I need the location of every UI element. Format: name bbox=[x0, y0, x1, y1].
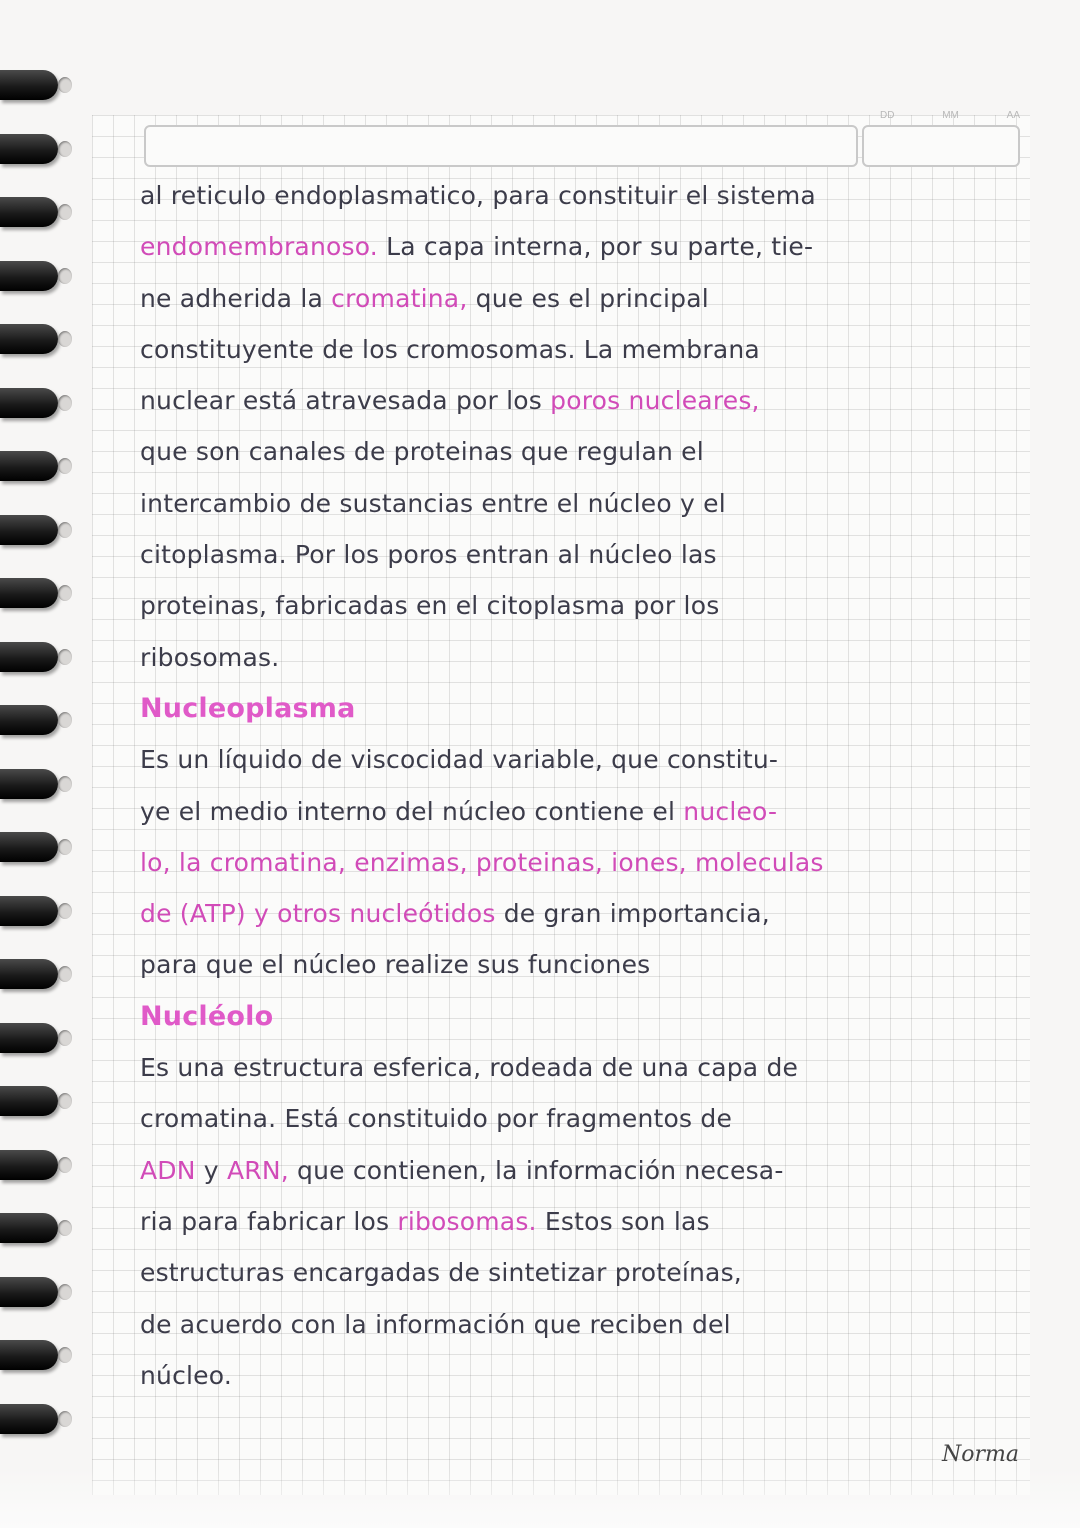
spiral-ring bbox=[0, 769, 58, 799]
text-line bbox=[140, 1145, 1030, 1196]
spiral-ring bbox=[0, 578, 58, 608]
text-segment: endomembranoso. bbox=[140, 232, 378, 262]
text-segment: que son canales de proteinas que regulan el bbox=[140, 437, 704, 467]
spiral-ring bbox=[0, 70, 58, 100]
text-line bbox=[140, 426, 1030, 477]
text-segment: ribosomas. bbox=[397, 1206, 537, 1236]
text-segment: nuclear está atravesada por los bbox=[140, 386, 551, 416]
text-segment: de gran importancia, bbox=[495, 899, 770, 929]
text-line bbox=[140, 529, 1030, 580]
text-segment: de (ATP) y otros nucleótidos bbox=[140, 899, 496, 929]
text-segment: ADN bbox=[140, 1155, 196, 1185]
spiral-ring bbox=[0, 1277, 58, 1307]
text-segment: de acuerdo con la información que reciben del bbox=[140, 1309, 731, 1339]
spiral-ring bbox=[0, 388, 58, 418]
spiral-ring bbox=[0, 642, 58, 672]
signature: Norma bbox=[942, 1442, 1019, 1467]
text-line bbox=[140, 1093, 1030, 1144]
text-segment: estructuras encargadas de sintetizar proteínas, bbox=[140, 1258, 742, 1288]
text-segment: ne adherida la bbox=[140, 283, 332, 313]
text-segment: La capa interna, por su parte, tie- bbox=[377, 232, 814, 262]
text-line bbox=[140, 734, 1030, 785]
text-segment: ria para fabricar los bbox=[140, 1206, 398, 1236]
text-line bbox=[140, 273, 1030, 324]
spiral-ring bbox=[0, 1404, 58, 1434]
text-segment: que contienen, la información necesa- bbox=[288, 1155, 784, 1185]
spiral-ring bbox=[0, 1023, 58, 1053]
text-line bbox=[140, 786, 1030, 837]
date-label-year: AA bbox=[1006, 110, 1020, 121]
text-line bbox=[140, 888, 1030, 939]
text-line bbox=[140, 221, 1030, 272]
text-line bbox=[140, 939, 1030, 990]
text-line bbox=[140, 1247, 1030, 1298]
text-segment: intercambio de sustancias entre el núcleo y el bbox=[140, 488, 726, 518]
text-line bbox=[140, 837, 1030, 888]
text-segment: Es un líquido de viscocidad variable, que constitu- bbox=[140, 745, 779, 775]
text-segment: y bbox=[195, 1155, 227, 1185]
text-line bbox=[140, 1350, 1030, 1401]
spiral-ring bbox=[0, 134, 58, 164]
date-field bbox=[862, 125, 1020, 167]
handwritten-notes bbox=[140, 170, 1030, 1401]
text-segment: nucleo- bbox=[683, 796, 778, 826]
date-label-day: DD bbox=[880, 110, 895, 121]
text-line bbox=[140, 1196, 1030, 1247]
section-heading: Nucléolo bbox=[140, 1000, 274, 1032]
spiral-ring bbox=[0, 1213, 58, 1243]
text-line bbox=[140, 632, 1030, 683]
text-segment: cromatina. Está constituido por fragmentos de bbox=[140, 1104, 733, 1134]
text-segment: para que el núcleo realize sus funciones bbox=[140, 950, 651, 980]
text-segment: Estos son las bbox=[536, 1206, 710, 1236]
text-line bbox=[140, 170, 1030, 221]
text-segment: ribosomas. bbox=[140, 642, 280, 672]
text-segment: que es el principal bbox=[467, 283, 709, 313]
date-labels bbox=[880, 110, 1020, 121]
text-line bbox=[140, 375, 1030, 426]
text-segment: poros nucleares, bbox=[550, 386, 760, 416]
spiral-ring bbox=[0, 1086, 58, 1116]
spiral-ring bbox=[0, 515, 58, 545]
text-line bbox=[140, 1299, 1030, 1350]
spiral-ring bbox=[0, 451, 58, 481]
spiral-ring bbox=[0, 324, 58, 354]
spiral-ring bbox=[0, 959, 58, 989]
text-segment: ARN, bbox=[226, 1155, 289, 1185]
text-line bbox=[140, 683, 1030, 734]
title-field bbox=[144, 125, 858, 167]
text-segment: al reticulo endoplasmatico, para constituir el sistema bbox=[140, 181, 816, 210]
spiral-binding bbox=[0, 70, 70, 1460]
spiral-ring bbox=[0, 1150, 58, 1180]
text-line bbox=[140, 991, 1030, 1042]
text-line bbox=[140, 324, 1030, 375]
spiral-ring bbox=[0, 832, 58, 862]
spiral-ring bbox=[0, 896, 58, 926]
text-segment: lo, la cromatina, enzimas, proteinas, iones, moleculas bbox=[140, 847, 824, 877]
text-segment: ye el medio interno del núcleo contiene el bbox=[140, 796, 684, 826]
spiral-ring bbox=[0, 197, 58, 227]
text-segment: Es una estructura esferica, rodeada de una capa de bbox=[140, 1053, 799, 1083]
text-line bbox=[140, 580, 1030, 631]
spiral-ring bbox=[0, 1340, 58, 1370]
text-segment: proteinas, fabricadas en el citoplasma por los bbox=[140, 591, 720, 621]
text-line bbox=[140, 478, 1030, 529]
date-label-month: MM bbox=[942, 110, 959, 121]
spiral-ring bbox=[0, 705, 58, 735]
spiral-ring bbox=[0, 261, 58, 291]
text-segment: constituyente de los cromosomas. La membrana bbox=[140, 334, 760, 364]
text-line bbox=[140, 1042, 1030, 1093]
section-heading: Nucleoplasma bbox=[140, 692, 356, 724]
text-segment: citoplasma. Por los poros entran al núcleo las bbox=[140, 540, 717, 570]
text-segment: núcleo. bbox=[140, 1360, 232, 1390]
text-segment: cromatina, bbox=[331, 283, 468, 313]
